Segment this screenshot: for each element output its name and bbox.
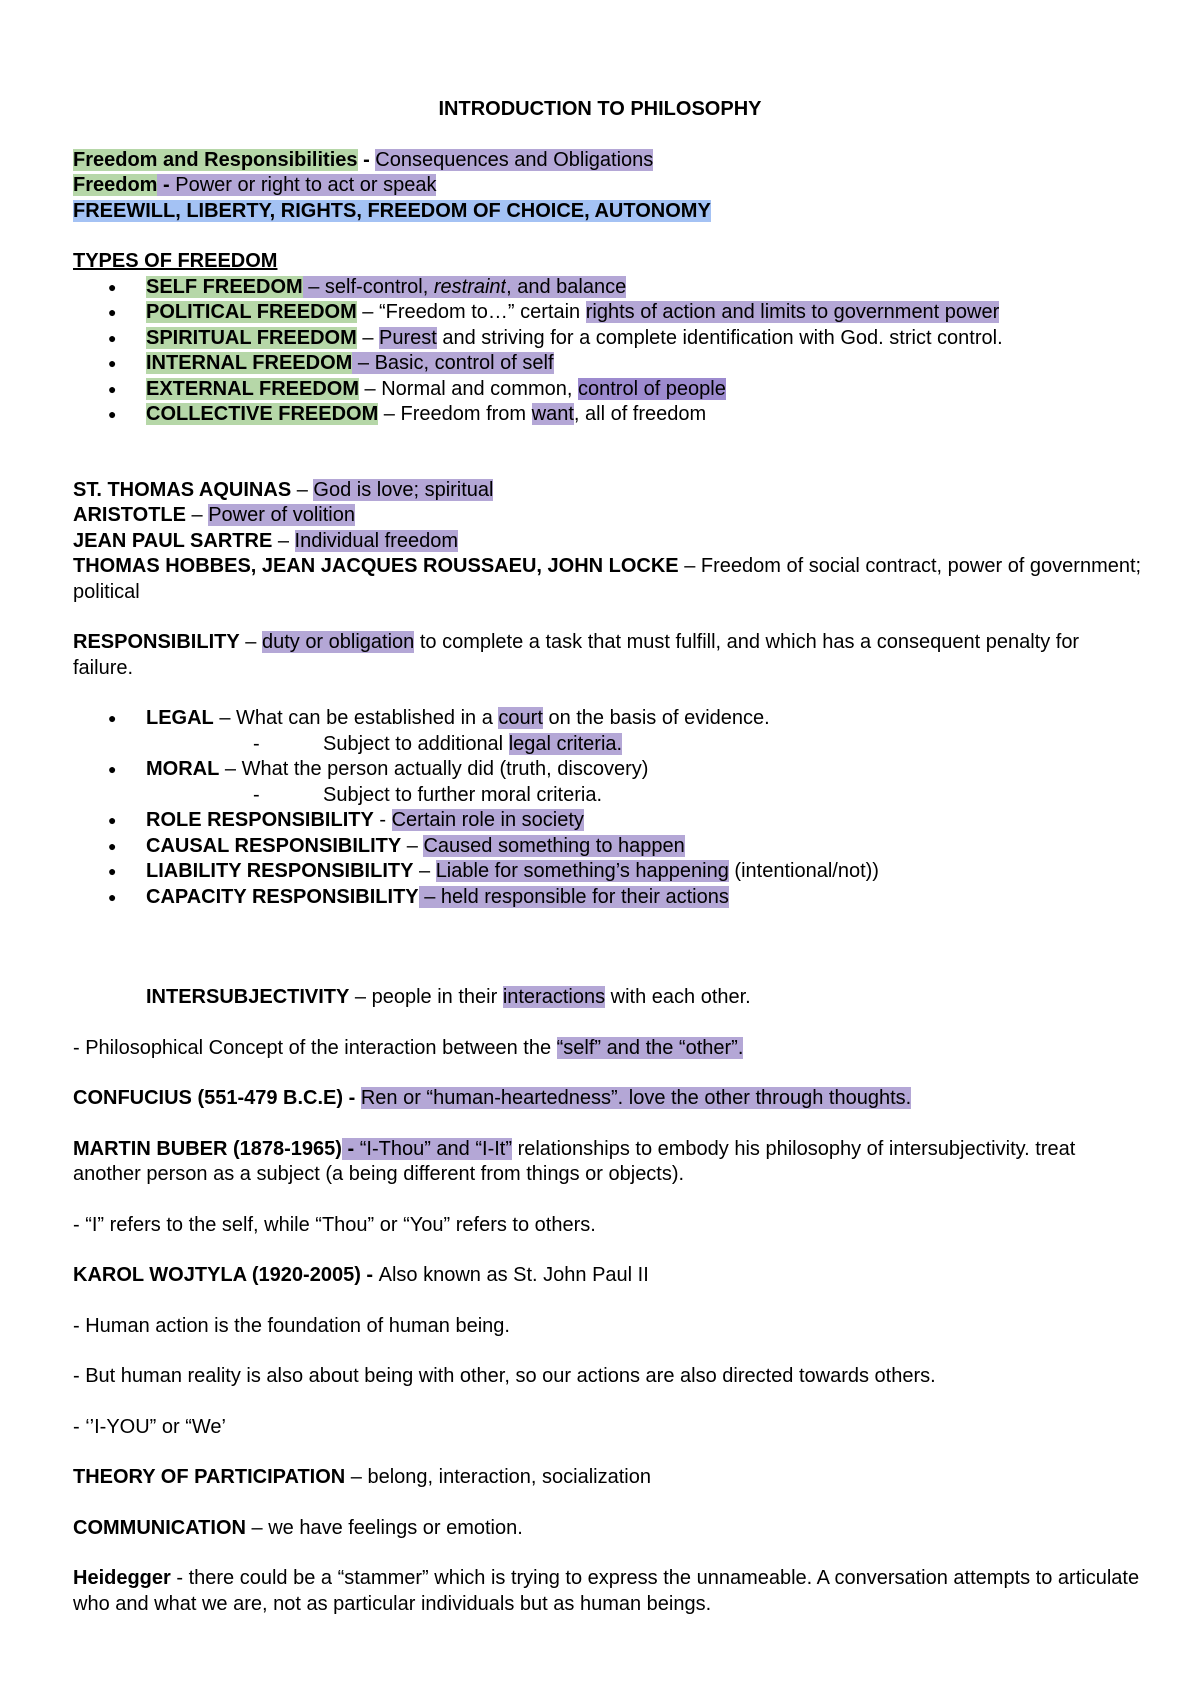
- list-item: ● COLLECTIVE FREEDOM – Freedom from want, all of freedom: [73, 402, 1143, 428]
- philosopher-sartre: JEAN PAUL SARTRE – Individual freedom: [73, 529, 458, 552]
- list-item: ● CAPACITY RESPONSIBILITY – held responsible for their actions: [73, 885, 1143, 911]
- freedom-synonyms: FREEWILL, LIBERTY, RIGHTS, FREEDOM OF CHOICE, AUTONOMY: [73, 199, 711, 222]
- types-of-freedom-list: [73, 275, 1143, 428]
- list-item: ● SELF FREEDOM – self-control, restraint, and balance: [73, 275, 1143, 301]
- document-page: [73, 97, 1143, 1617]
- freedom-line: Freedom - Power or right to act or speak: [73, 174, 437, 196]
- list-item: ● EXTERNAL FREEDOM – Normal and common, control of people: [73, 377, 1143, 403]
- term-freedom-responsibilities: Freedom and Responsibilities: [73, 148, 358, 171]
- philosopher-social-contract: THOMAS HOBBES, JEAN JACQUES ROUSSAEU, JOHN LOCKE – Freedom of social contract, power of government; political: [73, 555, 1142, 603]
- intersubjectivity-definition: INTERSUBJECTIVITY – people in their interactions with each other.: [146, 986, 751, 1008]
- list-item: ● ROLE RESPONSIBILITY - Certain role in society: [73, 808, 1143, 834]
- buber-line: MARTIN BUBER (1878-1965) - “I-Thou” and “I-It” relationships to embody his philosophy of intersubjectivity. treat another person as a subject (a being different from things or objects).: [73, 1137, 1076, 1185]
- responsibility-definition: RESPONSIBILITY – duty or obligation to complete a task that must fulfill, and which has a consequent penalty for failure.: [73, 631, 1080, 679]
- types-heading-line: [73, 249, 1143, 275]
- document-title: INTRODUCTION TO PHILOSOPHY: [438, 98, 762, 120]
- list-item: ● LEGAL – What can be established in a court on the basis of evidence.: [73, 706, 1143, 732]
- buber-note: - “I” refers to the self, while “Thou” or “You” refers to others.: [73, 1213, 596, 1236]
- types-of-freedom-heading: TYPES OF FREEDOM: [73, 250, 278, 272]
- legal-sub-item: - Subject to additional legal criteria.: [253, 732, 623, 755]
- communication-line: COMMUNICATION – we have feelings or emotion.: [73, 1516, 523, 1539]
- moral-sub-item: - Subject to further moral criteria.: [253, 783, 602, 806]
- wojtyla-note-3: - ‘’I-YOU” or “We’: [73, 1415, 226, 1438]
- freedom-synonyms-line: [73, 199, 1143, 225]
- list-item: ● INTERNAL FREEDOM – Basic, control of self: [73, 351, 1143, 377]
- term-freedom: Freedom: [73, 174, 158, 196]
- freedom-responsibilities-line: Freedom and Responsibilities - Consequences and Obligations: [73, 148, 654, 171]
- philosopher-aristotle: ARISTOTLE – Power of volition: [73, 504, 355, 526]
- def-consequences: Consequences and Obligations: [375, 148, 654, 171]
- heidegger-line: Heidegger - there could be a “stammer” which is trying to express the unnameable. A conversation attempts to articulate who and what we are, not as particular individuals but as human beings.: [73, 1567, 1140, 1615]
- participation-line: THEORY OF PARTICIPATION – belong, interaction, socialization: [73, 1466, 651, 1488]
- wojtyla-note-1: - Human action is the foundation of human being.: [73, 1314, 510, 1337]
- list-item: ● LIABILITY RESPONSIBILITY – Liable for something’s happening (intentional/not)): [73, 859, 1143, 885]
- philosopher-aquinas: ST. THOMAS AQUINAS – God is love; spiritual: [73, 478, 494, 501]
- responsibility-types-list: [73, 706, 1143, 732]
- confucius-line: CONFUCIUS (551-479 B.C.E) - Ren or “human-heartedness”. love the other through thoughts.: [73, 1087, 912, 1109]
- intersubjectivity-concept: - Philosophical Concept of the interaction between the “self” and the “other”.: [73, 1036, 744, 1059]
- list-item: ● CAUSAL RESPONSIBILITY – Caused something to happen: [73, 834, 1143, 860]
- wojtyla-note-2: - But human reality is also about being with other, so our actions are also directed towards others.: [73, 1365, 936, 1387]
- wojtyla-line: KAROL WOJTYLA (1920-2005) - Also known as St. John Paul II: [73, 1264, 649, 1286]
- list-item: ● POLITICAL FREEDOM – “Freedom to…” certain rights of action and limits to government power: [73, 300, 1143, 326]
- list-item: ● MORAL – What the person actually did (truth, discovery): [73, 757, 1143, 783]
- def-freedom: Power or right to act or speak: [175, 174, 437, 196]
- list-item: ● SPIRITUAL FREEDOM – Purest and striving for a complete identification with God. strict control.: [73, 326, 1143, 352]
